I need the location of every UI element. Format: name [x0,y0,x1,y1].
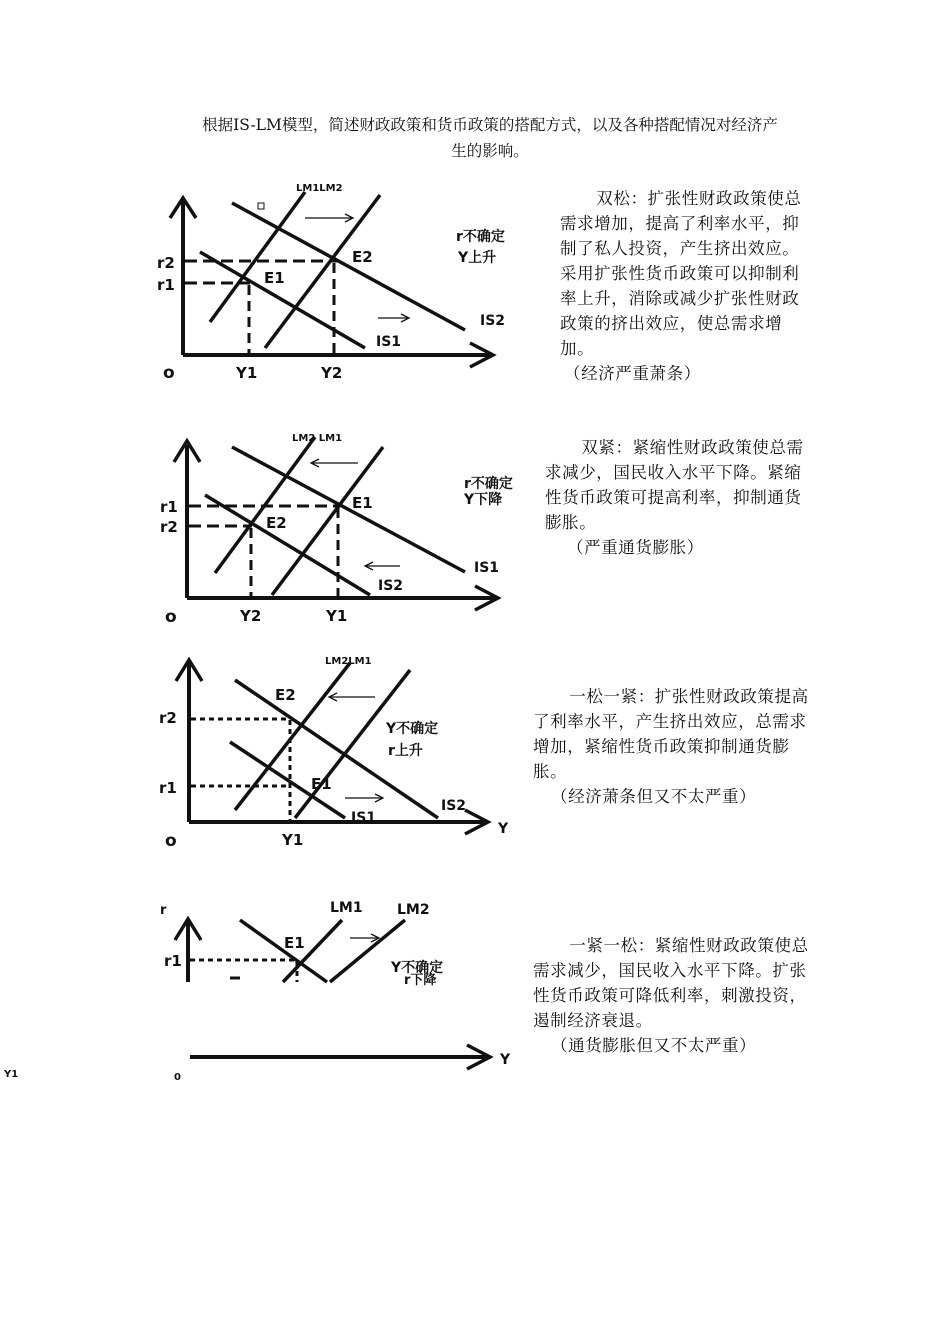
graph2-point-e2: E2 [266,514,287,532]
graph4-r-axis-label: r [160,903,167,918]
graph3-annotation-line2: r上升 [388,743,423,759]
graph1-curve-is2: IS2 [480,313,506,329]
graph4-origin: 0 [174,1072,181,1083]
graph1-r-label-bottom: r1 [157,276,175,294]
graph3-annotation-line1: Y不确定 [386,721,439,737]
section-3-paragraph: 一松一紧：扩张性财政政策提高了利率水平，产生挤出效应，总需求增加，紧缩性货币政策抑制通货膨胀。 [533,687,809,781]
graph1-annotation-line2: Y上升 [458,250,497,266]
graph2-annotation-line1: r不确定 [464,476,513,492]
graph2-curve-is2: IS2 [378,578,404,594]
graph3-y-label-1: Y1 [282,831,304,849]
graph2-curve-is1: IS1 [474,560,500,576]
graph3-r-label-top: r2 [159,709,177,727]
title-line-2: 生的影响。 [451,142,529,160]
graph3-point-e2: E2 [275,686,296,704]
section-4-note: （通货膨胀但又不太严重） [551,1036,757,1055]
graph4-x-axis-label: Y [500,1052,511,1068]
graph1-y-label-2: Y2 [321,364,343,382]
graph1-top-label: LM1LM2 [296,183,343,194]
graph4-r-label: r1 [164,952,182,970]
section-4-text [533,933,817,1058]
graph1-point-e1: E1 [264,269,285,287]
graph1-point-e2: E2 [352,248,373,266]
graph2-point-e1: E1 [352,494,373,512]
graph4-curve-lm2: LM2 [397,902,430,918]
graph3-point-e1: E1 [311,775,332,793]
graph4-curve-lm1: LM1 [330,900,363,916]
graph4-annotation-line1: Y不确定 [391,960,444,976]
graph2-r-label-top: r1 [160,498,178,516]
graph1-r-label-top: r2 [157,254,175,272]
graph1-y-label-1: Y1 [236,364,258,382]
title-line-1: 根据IS-LM模型，简述财政政策和货币政策的搭配方式，以及各种搭配情况对经济产 [202,116,778,134]
section-3-note: （经济萧条但又不太严重） [551,787,757,806]
graph3-curve-is1: IS1 [351,810,377,826]
section-1-note: （经济严重萧条） [564,364,701,383]
section-2-note: （严重通货膨胀） [567,538,704,557]
graph4-annotation-line2: r下降 [404,973,437,988]
graph2-origin: o [165,607,177,627]
graph3-origin: o [165,831,177,851]
graph2-top-label: LM2 LM1 [292,433,343,444]
section-4-paragraph: 一紧一松：紧缩性财政政策使总需求减少，国民收入水平下降。扩张性货币政策可降低利率，刺激投资，遏制经济衰退。 [533,936,809,1030]
graph3-r-label-bottom: r1 [159,779,177,797]
graph2-r-label-bottom: r2 [160,518,178,536]
graph2-y-label-2: Y1 [326,607,348,625]
graph1-curve-is1: IS1 [376,334,402,350]
graph4-stray-label: Y1 [4,1069,19,1080]
section-2-paragraph: 双紧：紧缩性财政政策使总需求减少，国民收入水平下降。紧缩性货币政策可提高利率，抑制通货膨胀。 [545,438,804,532]
graph4-point-e1: E1 [284,934,305,952]
graph2-annotation-line2: Y下降 [464,492,503,508]
graph2-y-label-1: Y2 [240,607,262,625]
graph1-origin: o [163,363,175,383]
graph3-top-label: LM2LM1 [325,656,372,667]
graph3-x-axis-label: Y [498,821,509,837]
section-1-paragraph: 双松：扩张性财政政策使总需求增加，提高了利率水平，抑制了私人投资，产生挤出效应。采用扩张性货币政策可以抑制利率上升，消除或减少扩张性财政政策的挤出效应，使总需求增加。 [560,189,802,358]
graph3-curve-is2: IS2 [441,798,467,814]
graph1-annotation-line1: r不确定 [456,229,505,245]
